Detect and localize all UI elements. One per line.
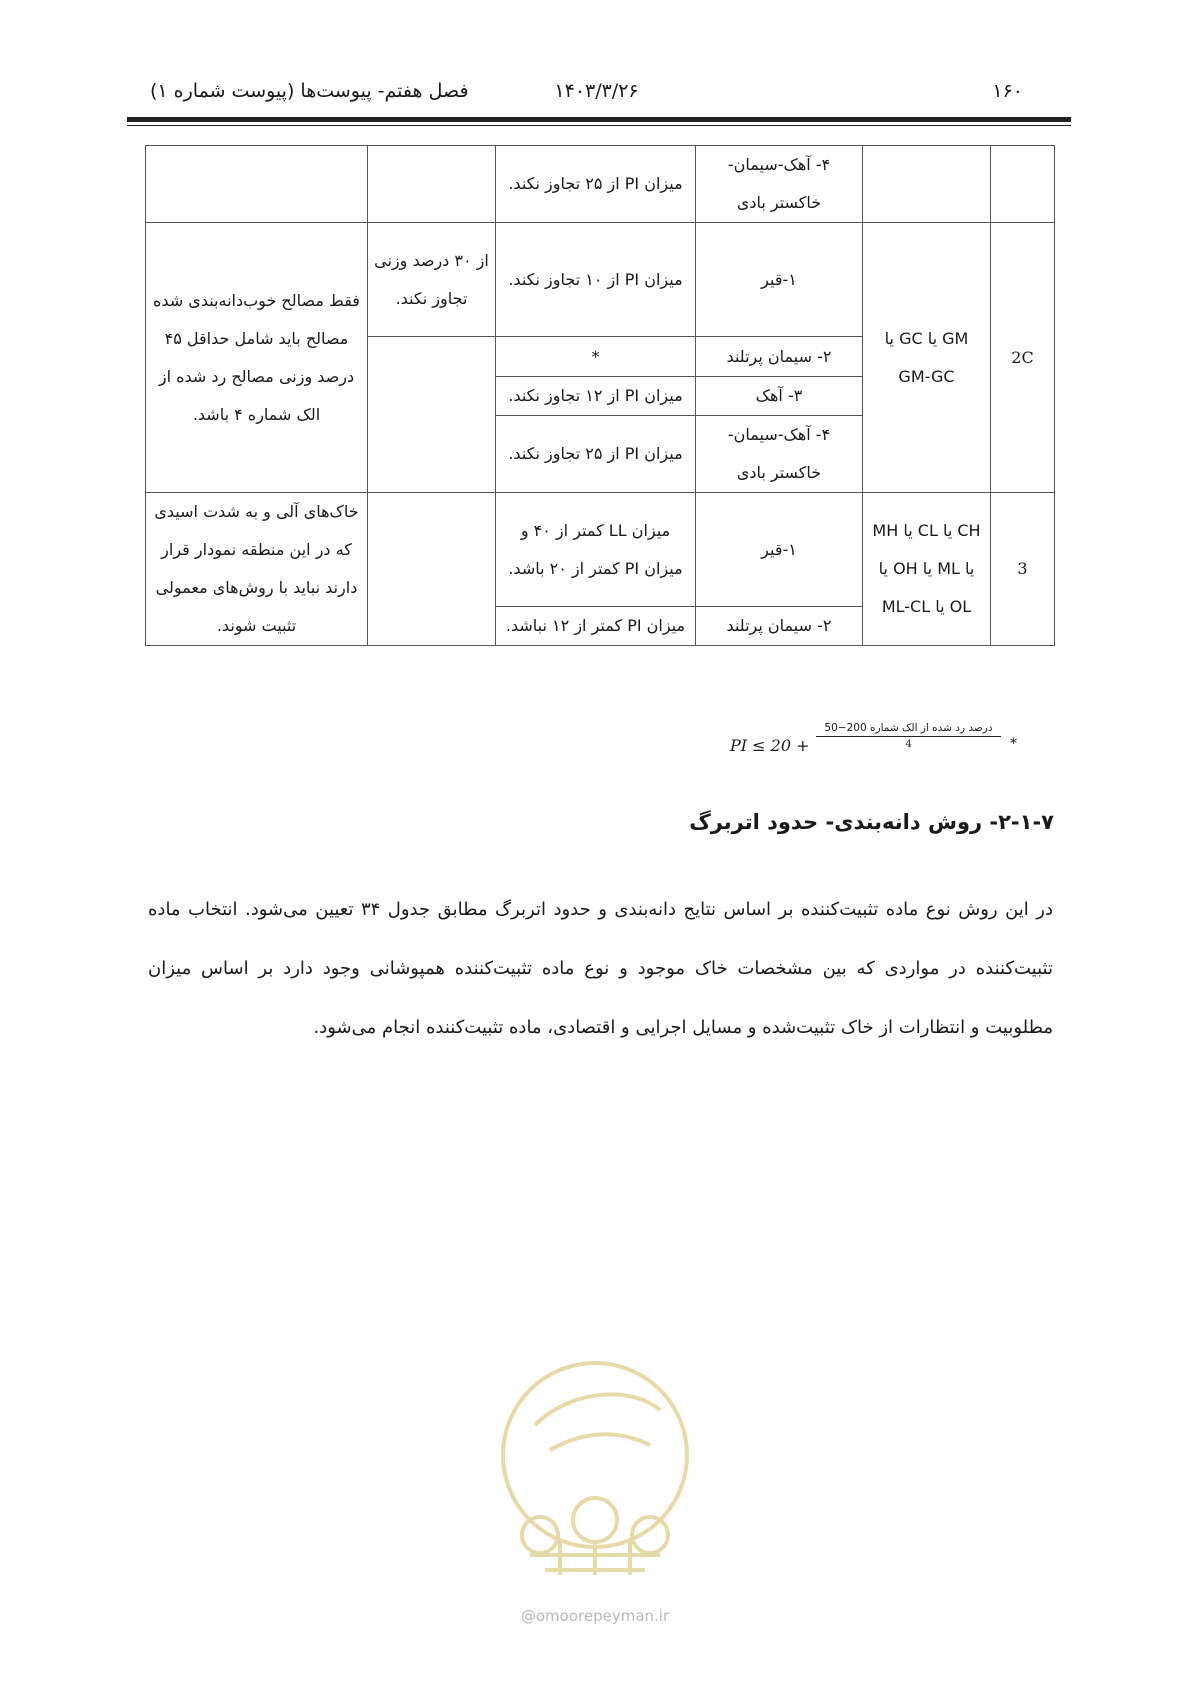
section-heading: ۲-۱-۷- روش دانه‌بندی- حدود اتربرگ xyxy=(689,810,1054,834)
section-paragraph: در این روش نوع ماده تثبیت‌کننده بر اساس نتایج دانه‌بندی و حدود اتربرگ مطابق جدول ۳۴ تعیین می‌شود. انتخاب ماده تثبیت‌کننده در مواردی که بین مشخصات خاک موجود و نوع ماده تثبیت‌کننده همپوشانی وجود دارد بر اساس میزان مطلوبیت و انتظارات از خاک تثبیت‌شده و مسایل اجرایی و اقتصادی، ماده تثبیت‌کننده انجام می‌شود. xyxy=(148,899,1053,1038)
pi-condition-cell: میزان LL کمتر از ۴۰ و میزان PI کمتر از ۲۰ باشد. xyxy=(496,493,696,607)
footnote-formula xyxy=(730,722,1030,762)
watermark-logo-icon xyxy=(490,1330,700,1590)
class-cell: 3 xyxy=(991,493,1055,646)
class-cell xyxy=(991,146,1055,223)
chapter-title: فصل هفتم- پیوست‌ها (پیوست شماره ۱) xyxy=(150,80,469,102)
table-row xyxy=(146,223,1055,337)
formula-denominator: 4 xyxy=(905,739,912,750)
fines-limit-cell xyxy=(368,493,496,646)
class-cell: 2C xyxy=(991,223,1055,493)
stabilizer-cell: ۴- آهک-سیمان- خاکستر بادی xyxy=(696,146,863,223)
stabilizer-cell: ۴- آهک-سیمان- خاکستر بادی xyxy=(696,416,863,493)
page-header xyxy=(150,78,1043,108)
remark-cell: خاک‌های آلی و به شدت اسیدی که در این منطقه نمودار قرار دارند نباید با روش‌های معمولی تثبیت شوند. xyxy=(146,493,368,646)
stabilizer-cell: ۲- سیمان پرتلند xyxy=(696,607,863,646)
fines-limit-cell: از ۳۰ درصد وزنی تجاوز نکند. xyxy=(368,223,496,337)
pi-condition-cell: میزان PI از ۱۰ تجاوز نکند. xyxy=(496,223,696,337)
pi-condition-cell: میزان PI از ۲۵ تجاوز نکند. xyxy=(496,146,696,223)
footnote-marker: * xyxy=(1010,736,1017,752)
formula-fraction xyxy=(816,722,1001,750)
formula-numerator: درصد رد شده از الک شماره 200−50 xyxy=(816,722,1001,737)
pi-condition-cell: * xyxy=(496,337,696,377)
pi-condition-cell: میزان PI کمتر از ۱۲ نباشد. xyxy=(496,607,696,646)
table-row xyxy=(146,493,1055,607)
stabilizer-cell: ۱-قیر xyxy=(696,493,863,607)
remark-cell xyxy=(146,146,368,223)
soil-types-cell: CH یا CL یا MH یا ML یا OH یا OL یا ML-CL xyxy=(863,493,991,646)
watermark-caption: @omoorepeyman.ir xyxy=(520,1607,670,1625)
header-date: ۱۴۰۳/۳/۲۶ xyxy=(554,80,639,102)
pi-condition-cell: میزان PI از ۱۲ تجاوز نکند. xyxy=(496,377,696,416)
fines-limit-cell xyxy=(368,337,496,493)
stabilizer-cell: ۳- آهک xyxy=(696,377,863,416)
table-row xyxy=(146,146,1055,223)
soil-types-cell: GM یا GC یا GM-GC xyxy=(863,223,991,493)
header-rule-thin xyxy=(127,125,1071,126)
pi-condition-cell: میزان PI از ۲۵ تجاوز نکند. xyxy=(496,416,696,493)
soil-types-cell xyxy=(863,146,991,223)
header-rule-thick xyxy=(127,117,1071,122)
remark-cell: فقط مصالح خوب‌دانه‌بندی شده مصالح باید شامل حداقل ۴۵ درصد وزنی مصالح رد شده از الک شماره ۴ باشد. xyxy=(146,223,368,493)
formula-lhs: PI ≤ 20 + xyxy=(730,736,810,755)
stabilizer-cell: ۲- سیمان پرتلند xyxy=(696,337,863,377)
stabilizer-table xyxy=(145,145,1055,646)
fines-limit-cell xyxy=(368,146,496,223)
page-number: ۱۶۰ xyxy=(992,80,1023,102)
stabilizer-cell: ۱-قیر xyxy=(696,223,863,337)
